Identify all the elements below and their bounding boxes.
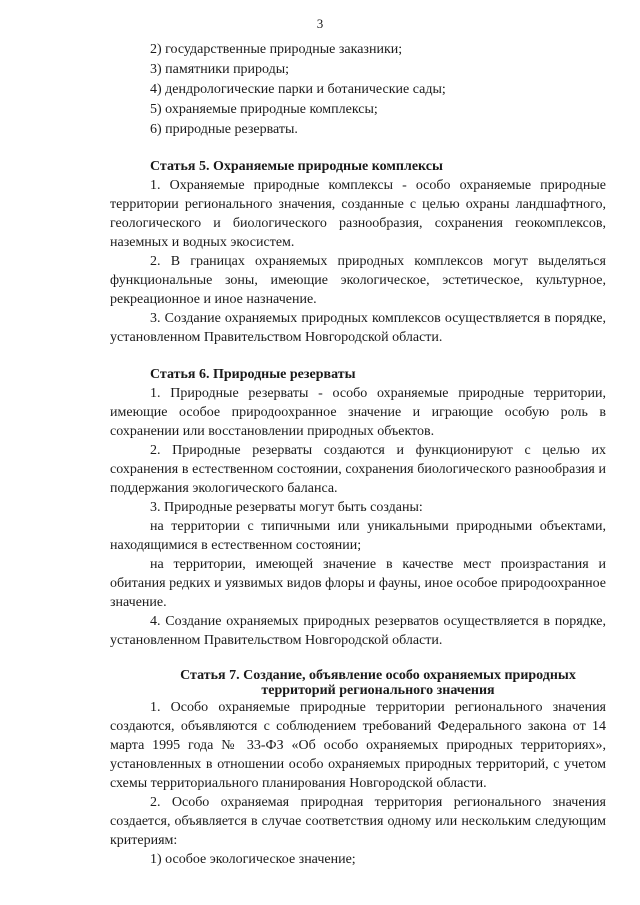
article-7-paragraph: 1. Особо охраняемые природные территории регионального значения создаются, объявляются с соблюдением требований Федерального закона от 14 марта 1995 года № 33-ФЗ «Об особо охраняемых природных территориях», установленных в отношении особо охраняемых природных территорий, с учетом схемы территориального планирования Новгородской области. [110, 700, 606, 791]
reserve-category-list [110, 40, 606, 139]
list-item: 2) государственные природные заказники; [150, 42, 403, 57]
article-7-heading [150, 668, 606, 698]
article-5-paragraph: 3. Создание охраняемых природных комплексов осуществляется в порядке, установленном Правительством Новгородской области. [110, 311, 606, 345]
list-item: 3) памятники природы; [150, 62, 290, 77]
list-item: 6) природные резерваты. [150, 122, 298, 137]
article-6-paragraph: 1. Природные резерваты - особо охраняемые природные территории, имеющие особое природоохранное значение и играющие особую роль в сохранении или восстановлении природных объектов. [110, 386, 606, 439]
article-6-paragraph: 3. Природные резерваты могут быть созданы: [150, 500, 423, 515]
article-5-paragraph: 1. Охраняемые природные комплексы - особо охраняемые природные территории регионального значения, созданные с целью охраны ландшафтного, геологического и биологического разнообразия, сохранения геокомплексов, наземных и водных экосистем. [110, 178, 606, 250]
article-6-paragraph: 2. Природные резерваты создаются и функционируют с целью их сохранения в естественном состоянии, сохранения биологического разнообразия и поддержания экологического баланса. [110, 443, 606, 496]
article-7-heading-line-1: Статья 7. Создание, объявление особо охраняемых природных [180, 668, 576, 683]
article-5-paragraph: 2. В границах охраняемых природных комплексов могут выделяться функциональные зоны, имеющие экологическое, эстетическое, культурное, рекреационное и иное назначение. [110, 254, 606, 307]
article-6-paragraph: на территории, имеющей значение в качестве мест произрастания и обитания редких и уязвимых видов флоры и фауны, иное особое природоохранное значение. [110, 557, 606, 610]
article-7-paragraph: 2. Особо охраняемая природная территория регионального значения создается, объявляется в случае соответствия одному или нескольким следующим критериям: [110, 795, 606, 848]
article-6-heading: Статья 6. Природные резерваты [150, 367, 356, 382]
article-7-heading-line-2: территорий регионального значения [261, 683, 495, 698]
article-5-heading: Статья 5. Охраняемые природные комплексы [150, 159, 443, 174]
article-6-paragraph: на территории с типичными или уникальными природными объектами, находящимися в естественном состоянии; [110, 519, 606, 553]
list-item: 5) охраняемые природные комплексы; [150, 102, 378, 117]
page-number: 3 [316, 16, 324, 31]
list-item: 4) дендрологические парки и ботанические сады; [150, 82, 446, 97]
article-6-paragraph: 4. Создание охраняемых природных резерватов осуществляется в порядке, установленном Правительством Новгородской области. [110, 614, 606, 648]
document-body [110, 40, 606, 869]
article-7-paragraph: 1) особое экологическое значение; [150, 852, 356, 867]
